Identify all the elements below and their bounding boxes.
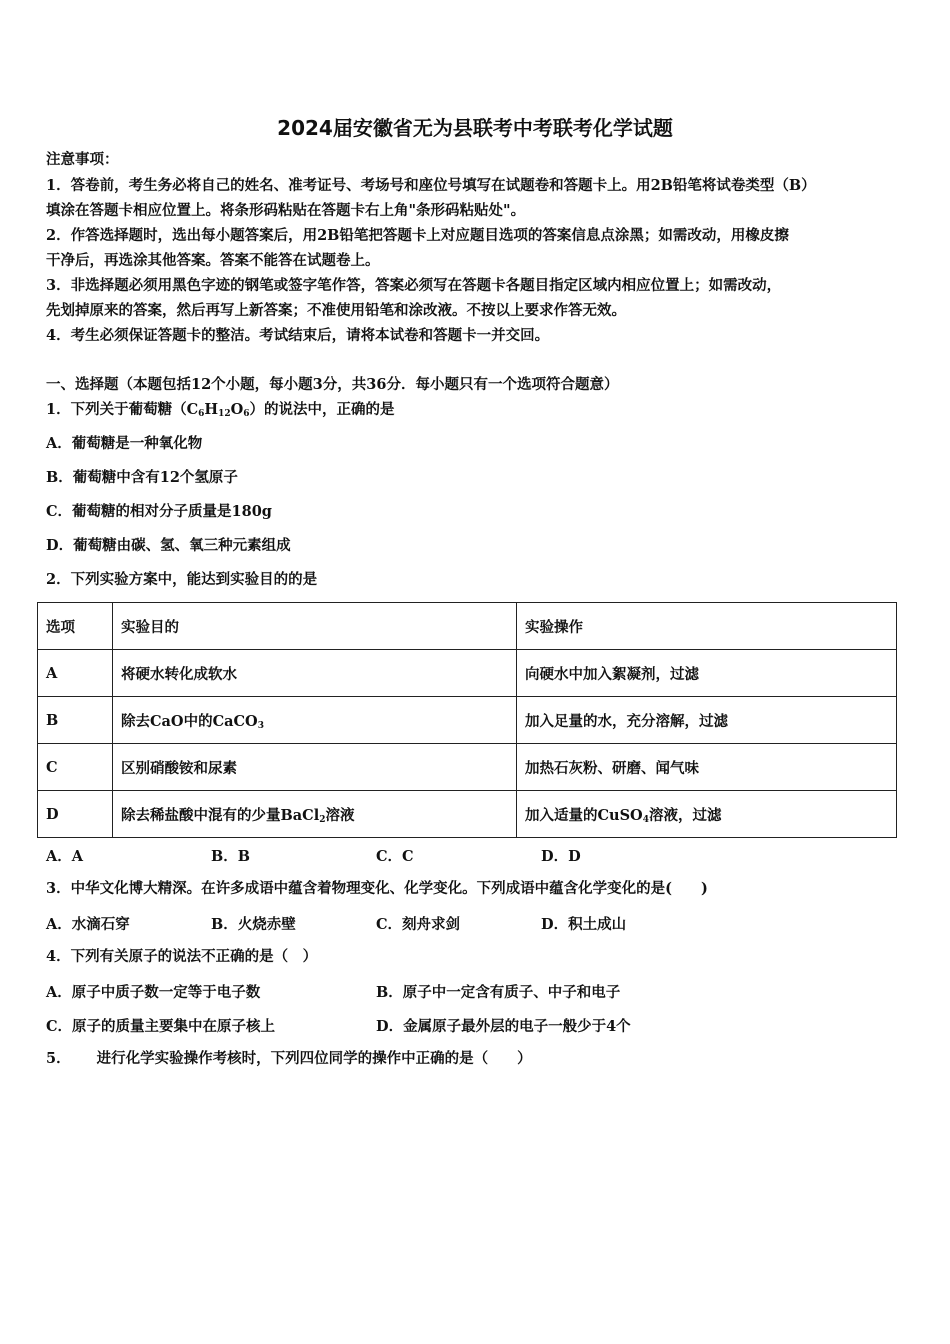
notice-line: 4．考生必须保证答题卡的整洁。考试结束后，请将本试卷和答题卡一并交回。: [46, 327, 550, 344]
question-1-stem: 1．下列关于葡萄糖$(C_6H_{12}O_6)$的说法中，正确的是: [46, 401, 395, 419]
notice-heading: 注意事项：: [46, 151, 119, 168]
header-purpose: 实验目的: [113, 603, 517, 650]
q1-option-d[interactable]: D．葡萄糖由碳、氢、氧三种元素组成: [46, 537, 291, 554]
q3-option-d[interactable]: D．积土成山: [541, 916, 627, 933]
header-option: 选项: [38, 603, 113, 650]
q3-option-a[interactable]: A．水滴石穿: [46, 916, 130, 933]
notice-line: 1．答卷前，考生务必将自己的姓名、准考证号、考场号和座位号填写在试题卷和答题卡上。用2B铅笔将试卷类型（B）: [46, 177, 816, 194]
q3-option-b[interactable]: B．火烧赤壁: [211, 916, 296, 933]
row-purpose: 区别硝酸铵和尿素: [113, 744, 517, 791]
question-4-stem: 4．下列有关原子的说法不正确的是（ ）: [46, 948, 318, 965]
question-5-stem: [46, 1049, 532, 1069]
q4-option-d[interactable]: D．金属原子最外层的电子一般少于4个: [376, 1018, 631, 1035]
question-2-stem: 2．下列实验方案中，能达到实验目的的是: [46, 571, 318, 588]
row-option: B: [38, 697, 113, 744]
q3-option-c[interactable]: C．刻舟求剑: [376, 916, 461, 933]
row-operation: 向硬水中加入絮凝剂，过滤: [517, 650, 897, 697]
q4-option-a[interactable]: A．原子中质子数一定等于电子数: [46, 984, 261, 1001]
q1-option-b[interactable]: B．葡萄糖中含有12个氢原子: [46, 469, 238, 486]
glucose-formula: $C_6H_{12}O_6$: [186, 401, 250, 419]
question-5-text: 进行化学实验操作考核时，下列四位同学的操作中正确的是（ ）: [96, 1050, 532, 1067]
table-header-row: [38, 603, 897, 650]
table-row: [38, 744, 897, 791]
page-title: 2024届安徽省无为县联考中考联考化学试题: [277, 116, 673, 140]
question-3-stem: 3．中华文化博大精深。在许多成语中蕴含着物理变化、化学变化。下列成语中蕴含化学变化的是( ): [46, 880, 708, 897]
row-operation: 加入适量的CuSO$_4$溶液，过滤: [517, 791, 897, 838]
row-option: C: [38, 744, 113, 791]
q1-option-a[interactable]: A．葡萄糖是一种氧化物: [46, 435, 203, 452]
notice-line: 2．作答选择题时，选出每小题答案后，用2B铅笔把答题卡上对应题目选项的答案信息点涂黑；如需改动，用橡皮擦: [46, 227, 789, 244]
table-row: [38, 791, 897, 838]
table-row: [38, 697, 897, 744]
q1-option-c[interactable]: C．葡萄糖的相对分子质量是180g: [46, 503, 272, 520]
row-purpose: 除去稀盐酸中混有的少量BaCl$_2$溶液: [113, 791, 517, 838]
row-operation: 加热石灰粉、研磨、闻气味: [517, 744, 897, 791]
q4-option-b[interactable]: B．原子中一定含有质子、中子和电子: [376, 984, 621, 1001]
question-5-number: 5．: [46, 1050, 71, 1067]
q2-option-d[interactable]: D．D: [541, 848, 581, 865]
notice-line: 干净后，再选涂其他答案。答案不能答在试题卷上。: [46, 252, 380, 269]
row-option: D: [38, 791, 113, 838]
row-option: A: [38, 650, 113, 697]
row-purpose: 除去CaO中的CaCO$_3$: [113, 697, 517, 744]
notice-line: 先划掉原来的答案，然后再写上新答案；不准使用铅笔和涂改液。不按以上要求作答无效。: [46, 302, 626, 319]
row-purpose: 将硬水转化成软水: [113, 650, 517, 697]
q4-option-c[interactable]: C．原子的质量主要集中在原子核上: [46, 1018, 276, 1035]
section-heading: 一、选择题（本题包括12个小题，每小题3分，共36分．每小题只有一个选项符合题意）: [46, 376, 619, 393]
notice-line: 3．非选择题必须用黑色字迹的钢笔或签字笔作答，答案必须写在答题卡各题目指定区域内相应位置上；如需改动，: [46, 277, 782, 294]
header-operation: 实验操作: [517, 603, 897, 650]
q2-option-a[interactable]: A．A: [46, 848, 84, 865]
table-row: [38, 650, 897, 697]
notice-line: 填涂在答题卡相应位置上。将条形码粘贴在答题卡右上角"条形码粘贴处"。: [46, 202, 526, 219]
q2-option-c[interactable]: C．C: [376, 848, 414, 865]
experiment-table: [37, 602, 897, 838]
q2-option-b[interactable]: B．B: [211, 848, 251, 865]
row-operation: 加入足量的水，充分溶解，过滤: [517, 697, 897, 744]
